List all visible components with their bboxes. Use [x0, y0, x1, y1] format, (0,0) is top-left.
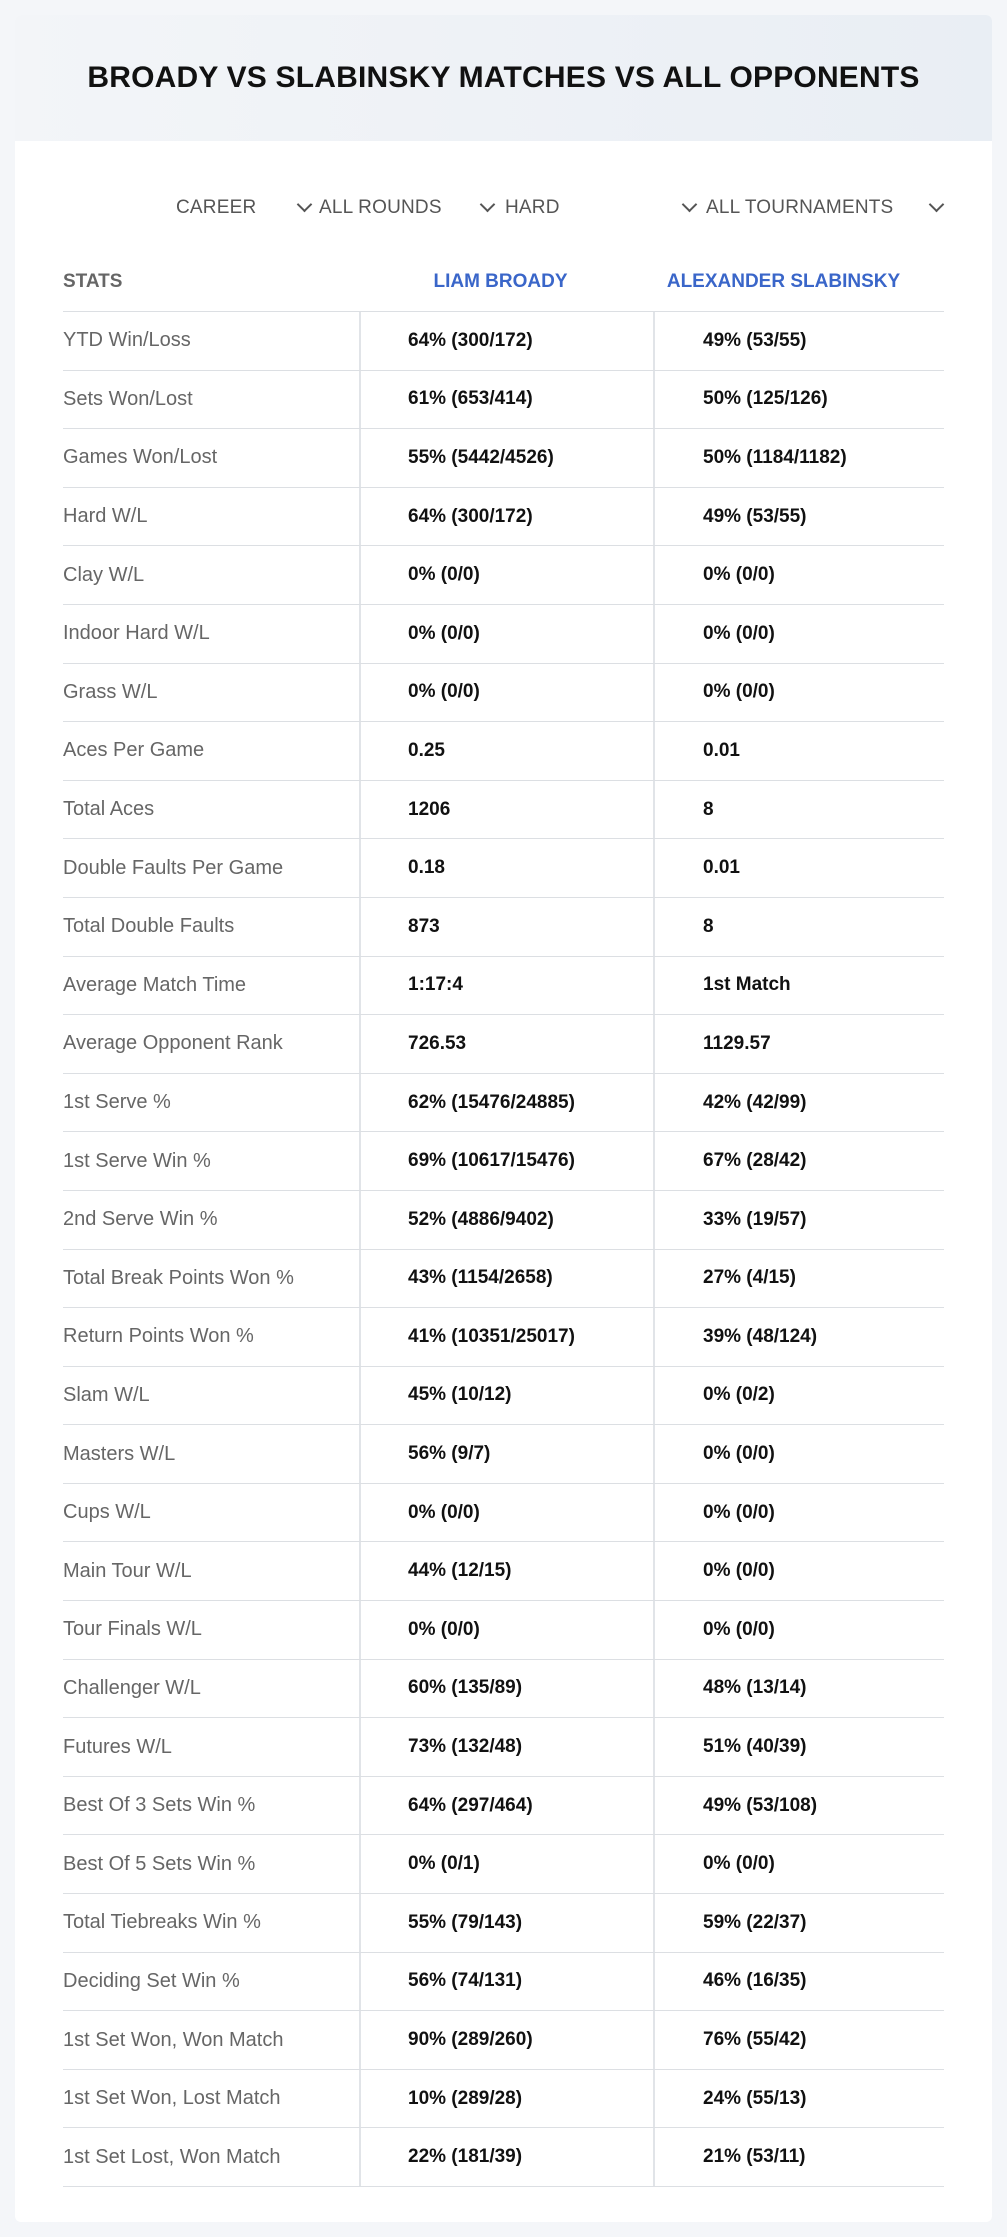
- surface-select[interactable]: [505, 190, 700, 226]
- player1-stat-value: 10% (289/28): [361, 2070, 655, 2128]
- player1-stat-value: 0.18: [361, 839, 655, 897]
- stat-label: 1st Set Won, Won Match: [63, 2011, 361, 2069]
- player2-stat-value: 27% (4/15): [703, 1267, 796, 1289]
- stat-label: Return Points Won %: [63, 1308, 361, 1366]
- table-row: [63, 1308, 944, 1367]
- player1-stat-value: 69% (10617/15476): [361, 1132, 655, 1190]
- player2-stat-value: 8: [703, 798, 714, 820]
- table-row: [63, 2011, 944, 2070]
- player2-column-header[interactable]: ALEXANDER SLABINSKY: [666, 271, 901, 292]
- player1-stat-value: 64% (300/172): [361, 312, 655, 370]
- chevron-down-icon: [297, 197, 313, 213]
- player2-stat-value: 67% (28/42): [703, 1150, 807, 1172]
- tournaments-select-label: ALL TOURNAMENTS: [706, 197, 894, 218]
- table-row: [63, 957, 944, 1016]
- player1-stat-value: 22% (181/39): [361, 2128, 655, 2186]
- table-row: [63, 1542, 944, 1601]
- player1-stat-value: 0% (0/0): [361, 605, 655, 663]
- player1-stat-value: 0% (0/0): [361, 1601, 655, 1659]
- player1-stat-value: 64% (297/464): [361, 1777, 655, 1835]
- page-title: BROADY VS SLABINSKY MATCHES VS ALL OPPONENTS: [87, 61, 920, 94]
- career-select[interactable]: [176, 190, 316, 226]
- player1-stat-value: 73% (132/48): [361, 1718, 655, 1776]
- stat-label: Slam W/L: [63, 1367, 361, 1425]
- player2-stat-value: 1129.57: [703, 1032, 771, 1054]
- player1-stat-value: 55% (79/143): [361, 1894, 655, 1952]
- career-select-label: CAREER: [176, 197, 257, 218]
- stat-label: Total Tiebreaks Win %: [63, 1894, 361, 1952]
- stat-label: Main Tour W/L: [63, 1542, 361, 1600]
- table-row: [63, 546, 944, 605]
- stat-label: Average Opponent Rank: [63, 1015, 361, 1073]
- stat-label: 1st Serve %: [63, 1074, 361, 1132]
- player2-stat-value: 39% (48/124): [703, 1325, 818, 1347]
- player2-stat-value: 46% (16/35): [703, 1970, 807, 1992]
- player2-stat-value: 0% (0/0): [703, 1501, 775, 1523]
- stat-label: Total Break Points Won %: [63, 1250, 361, 1308]
- surface-select-label: HARD: [505, 197, 560, 218]
- player1-stat-value: 55% (5442/4526): [361, 429, 655, 487]
- player2-stat-value: 51% (40/39): [703, 1736, 807, 1758]
- stat-label: Double Faults Per Game: [63, 839, 361, 897]
- table-row: [63, 1953, 944, 2012]
- player2-stat-value: 8: [703, 915, 714, 937]
- player2-stat-value: 0% (0/0): [703, 622, 775, 644]
- card-header: [15, 15, 992, 141]
- player2-stat-value: 0% (0/0): [703, 1443, 775, 1465]
- stat-label: Hard W/L: [63, 488, 361, 546]
- table-row: [63, 1132, 944, 1191]
- player1-stat-value: 0% (0/0): [361, 664, 655, 722]
- table-row: [63, 722, 944, 781]
- player2-stat-value: 0% (0/0): [703, 1853, 775, 1875]
- player2-stat-value: 76% (55/42): [703, 2029, 807, 2051]
- stat-label: Deciding Set Win %: [63, 1953, 361, 2011]
- player2-stat-value: 0% (0/0): [703, 1560, 775, 1582]
- table-row: [63, 1484, 944, 1543]
- stat-label: Futures W/L: [63, 1718, 361, 1776]
- table-row: [63, 371, 944, 430]
- player2-stat-value: 49% (53/55): [703, 329, 807, 351]
- stat-label: Total Aces: [63, 781, 361, 839]
- stat-label: Best Of 3 Sets Win %: [63, 1777, 361, 1835]
- player1-stat-value: 1:17:4: [361, 957, 655, 1015]
- stats-table: [63, 253, 944, 2187]
- player2-stat-value: 50% (125/126): [703, 388, 828, 410]
- player1-stat-value: 0% (0/0): [361, 1484, 655, 1542]
- filter-bar: [15, 190, 992, 226]
- stat-label: Cups W/L: [63, 1484, 361, 1542]
- player1-stat-value: 52% (4886/9402): [361, 1191, 655, 1249]
- table-row: [63, 1074, 944, 1133]
- player2-stat-value: 0% (0/0): [703, 564, 775, 586]
- player2-stat-value: 0.01: [703, 739, 740, 761]
- stat-label: Clay W/L: [63, 546, 361, 604]
- table-header: [63, 253, 944, 312]
- table-row: [63, 1425, 944, 1484]
- player2-stat-value: 50% (1184/1182): [703, 446, 847, 468]
- player2-stat-value: 0% (0/2): [703, 1384, 775, 1406]
- player1-stat-value: 90% (289/260): [361, 2011, 655, 2069]
- player2-stat-value: 1st Match: [703, 974, 791, 996]
- chevron-down-icon: [929, 197, 945, 213]
- table-row: [63, 1250, 944, 1309]
- player1-stat-value: 43% (1154/2658): [361, 1250, 655, 1308]
- player2-stat-value: 42% (42/99): [703, 1091, 807, 1113]
- stats-card: [15, 15, 992, 2222]
- table-row: [63, 2070, 944, 2129]
- table-row: [63, 839, 944, 898]
- player1-stat-value: 726.53: [361, 1015, 655, 1073]
- player2-stat-value: 49% (53/55): [703, 505, 807, 527]
- table-row: [63, 312, 944, 371]
- rounds-select-label: ALL ROUNDS: [319, 197, 442, 218]
- stat-label: 1st Set Won, Lost Match: [63, 2070, 361, 2128]
- player2-stat-value: 0.01: [703, 857, 740, 879]
- player1-stat-value: 56% (9/7): [361, 1425, 655, 1483]
- table-row: [63, 1191, 944, 1250]
- player1-stat-value: 62% (15476/24885): [361, 1074, 655, 1132]
- stat-label: 1st Set Lost, Won Match: [63, 2128, 361, 2186]
- tournaments-select[interactable]: [706, 190, 946, 226]
- table-row: [63, 781, 944, 840]
- table-row: [63, 1015, 944, 1074]
- stat-label: YTD Win/Loss: [63, 312, 361, 370]
- table-row: [63, 1367, 944, 1426]
- player1-stat-value: 873: [361, 898, 655, 956]
- table-row: [63, 1718, 944, 1777]
- player2-stat-value: 59% (22/37): [703, 1911, 807, 1933]
- table-row: [63, 1894, 944, 1953]
- player2-stat-value: 33% (19/57): [703, 1208, 807, 1230]
- table-row: [63, 898, 944, 957]
- player2-stat-value: 24% (55/13): [703, 2087, 807, 2109]
- player2-stat-value: 49% (53/108): [703, 1794, 818, 1816]
- player1-stat-value: 0.25: [361, 722, 655, 780]
- rounds-select[interactable]: [319, 190, 499, 226]
- player1-stat-value: 0% (0/1): [361, 1835, 655, 1893]
- stat-label: Challenger W/L: [63, 1660, 361, 1718]
- stat-label: Average Match Time: [63, 957, 361, 1015]
- table-row: [63, 664, 944, 723]
- player1-stat-value: 44% (12/15): [361, 1542, 655, 1600]
- player1-stat-value: 56% (74/131): [361, 1953, 655, 2011]
- stat-label: Total Double Faults: [63, 898, 361, 956]
- player2-stat-value: 0% (0/0): [703, 681, 775, 703]
- stats-column-header: STATS: [63, 271, 123, 292]
- table-row: [63, 488, 944, 547]
- player2-stat-value: 0% (0/0): [703, 1618, 775, 1640]
- stat-label: 1st Serve Win %: [63, 1132, 361, 1190]
- player1-stat-value: 1206: [361, 781, 655, 839]
- table-row: [63, 1835, 944, 1894]
- player1-stat-value: 64% (300/172): [361, 488, 655, 546]
- player1-stat-value: 0% (0/0): [361, 546, 655, 604]
- stat-label: Games Won/Lost: [63, 429, 361, 487]
- chevron-down-icon: [682, 197, 698, 213]
- table-row: [63, 429, 944, 488]
- table-row: [63, 2128, 944, 2187]
- stat-label: Best Of 5 Sets Win %: [63, 1835, 361, 1893]
- stat-label: 2nd Serve Win %: [63, 1191, 361, 1249]
- stat-label: Indoor Hard W/L: [63, 605, 361, 663]
- chevron-down-icon: [480, 197, 496, 213]
- player1-column-header[interactable]: LIAM BROADY: [433, 271, 568, 292]
- stat-label: Tour Finals W/L: [63, 1601, 361, 1659]
- stat-label: Masters W/L: [63, 1425, 361, 1483]
- player1-stat-value: 41% (10351/25017): [361, 1308, 655, 1366]
- table-body: [63, 312, 944, 2187]
- player2-stat-value: 21% (53/11): [703, 2146, 806, 2168]
- player1-stat-value: 60% (135/89): [361, 1660, 655, 1718]
- player1-stat-value: 45% (10/12): [361, 1367, 655, 1425]
- table-row: [63, 1777, 944, 1836]
- player1-stat-value: 61% (653/414): [361, 371, 655, 429]
- player2-stat-value: 48% (13/14): [703, 1677, 807, 1699]
- table-row: [63, 1660, 944, 1719]
- stat-label: Grass W/L: [63, 664, 361, 722]
- table-row: [63, 605, 944, 664]
- table-row: [63, 1601, 944, 1660]
- stat-label: Sets Won/Lost: [63, 371, 361, 429]
- stat-label: Aces Per Game: [63, 722, 361, 780]
